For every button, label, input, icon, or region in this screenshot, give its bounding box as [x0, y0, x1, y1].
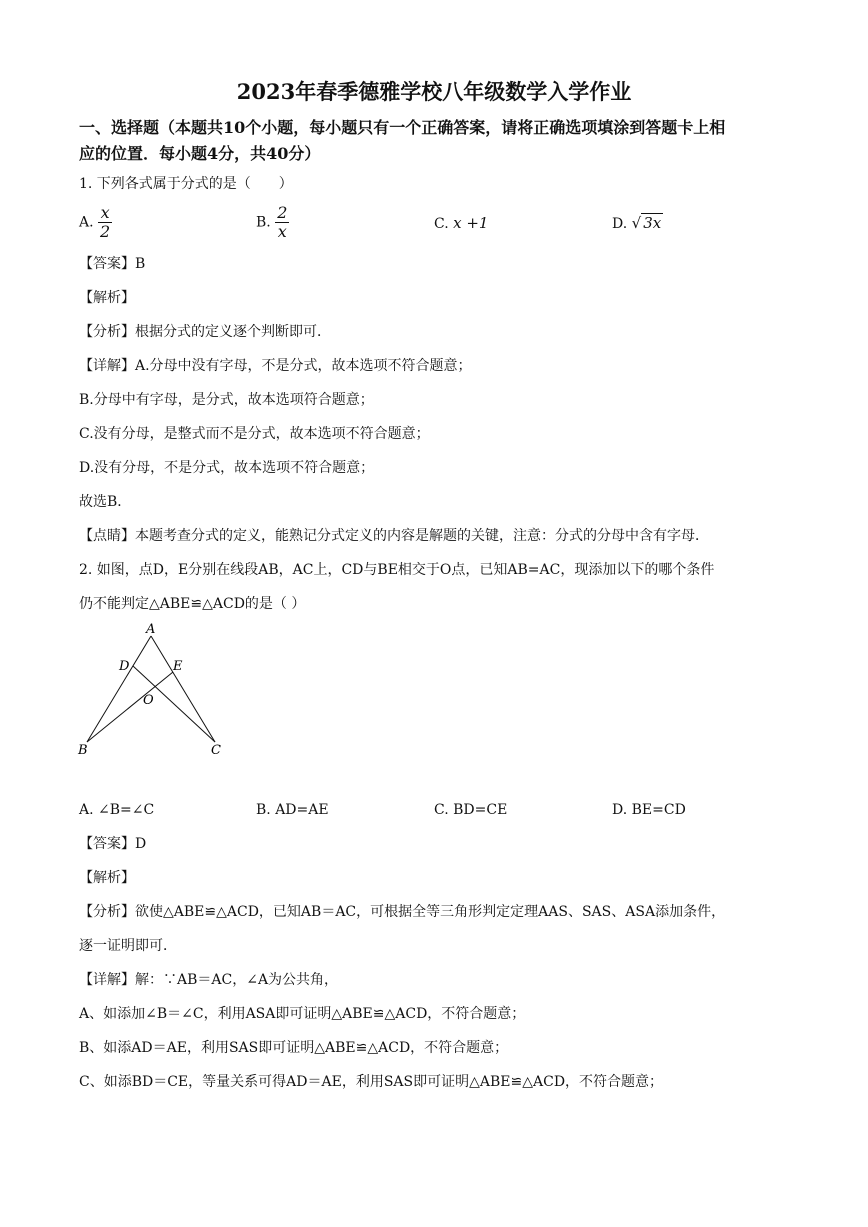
q2-detail-2: A、如添加∠B＝∠C，利用ASA即可证明△ABE≌△ACD，不符合题意；: [79, 1006, 526, 1022]
q1-option-a-label: A.: [79, 214, 94, 231]
segment-ab: [87, 636, 151, 742]
q1-option-b-denominator: x: [277, 222, 287, 241]
q1-option-d: [612, 213, 663, 234]
q1-detail-1: 【详解】A.分母中没有字母，不是分式，故本选项不符合题意；: [79, 358, 472, 374]
q1-option-d-sqrt: [632, 213, 664, 233]
q1-fenxi: 【分析】根据分式的定义逐个判断即可．: [79, 324, 331, 340]
q2-stem-line2: 仍不能判定△ABE≌△ACD的是（ ）: [79, 596, 306, 612]
label-e: E: [173, 659, 183, 674]
q2-stem-line1: 2. 如图，点D，E分别在线段AB，AC上，CD与BE相交于O点，已知AB=AC，现添加以下的哪个条件: [79, 562, 715, 578]
q1-option-b-fraction: [275, 204, 289, 241]
section-heading-line1: 一、选择题（本题共10个小题，每小题只有一个正确答案，请将正确选项填涂到答题卡上相: [79, 118, 726, 137]
q1-option-a-denominator: 2: [100, 222, 111, 241]
q2-option-c: C. BD=CE: [434, 802, 508, 818]
q2-answer: 【答案】D: [79, 836, 147, 852]
q1-option-c-label: C.: [434, 216, 449, 232]
q2-fenxi-line2: 逐一证明即可．: [79, 938, 177, 954]
geometry-figure: [75, 620, 235, 760]
q2-detail-4: C、如添BD＝CE，等量关系可得AD＝AE，利用SAS即可证明△ABE≌△ACD，不符合题意；: [79, 1074, 664, 1090]
label-o: O: [143, 693, 154, 708]
label-a: A: [146, 622, 156, 637]
page-title: 2023年春季德雅学校八年级数学入学作业: [236, 79, 632, 104]
q1-dianjing: 【点睛】本题考查分式的定义，能熟记分式定义的内容是解题的关键，注意：分式的分母中含有字母．: [79, 528, 709, 544]
q1-detail-3: C.没有分母，是整式而不是分式，故本选项不符合题意；: [79, 426, 430, 442]
radical-sign: √: [631, 214, 642, 232]
label-d: D: [119, 659, 130, 674]
label-c: C: [211, 743, 221, 758]
q1-choose: 故选B．: [79, 494, 132, 510]
section-heading-line2: 应的位置．每小题4分，共40分）: [79, 144, 321, 163]
q1-option-a-fraction: [98, 204, 112, 241]
q1-option-c: [434, 213, 488, 234]
q2-option-d: D. BE=CD: [612, 802, 686, 818]
q2-option-b: B. AD=AE: [256, 802, 329, 818]
q1-option-b-numerator: 2: [277, 203, 288, 222]
q1-option-d-radicand: 3x: [643, 214, 662, 232]
q1-option-a: [79, 204, 112, 241]
q1-detail-2: B.分母中有字母，是分式，故本选项符合题意；: [79, 392, 374, 408]
q1-analysis-tag: 【解析】: [79, 290, 135, 306]
q1-option-b-label: B.: [256, 214, 271, 231]
q2-fenxi-line1: 【分析】欲使△ABE≌△ACD，已知AB＝AC，可根据全等三角形判定定理AAS、SAS、ASA添加条件，: [79, 904, 726, 920]
segment-be: [87, 672, 173, 742]
q1-detail-4: D.没有分母，不是分式，故本选项不符合题意；: [79, 460, 375, 476]
segment-ac: [151, 636, 215, 742]
q1-answer: 【答案】B: [79, 256, 146, 272]
q1-option-c-expression: x +1: [453, 214, 489, 232]
q2-detail-1: 【详解】解：∵AB＝AC，∠A为公共角，: [79, 972, 339, 988]
label-b: B: [78, 743, 88, 758]
q2-analysis-tag: 【解析】: [79, 870, 135, 886]
q2-detail-3: B、如添AD＝AE，利用SAS即可证明△ABE≌△ACD，不符合题意；: [79, 1040, 509, 1056]
q1-option-a-numerator: x: [98, 204, 112, 223]
q1-stem: 1. 下列各式属于分式的是（ ）: [79, 176, 293, 192]
q1-option-d-label: D.: [612, 216, 628, 232]
q1-option-b: [256, 204, 289, 241]
q2-option-a: A. ∠B=∠C: [79, 802, 155, 818]
